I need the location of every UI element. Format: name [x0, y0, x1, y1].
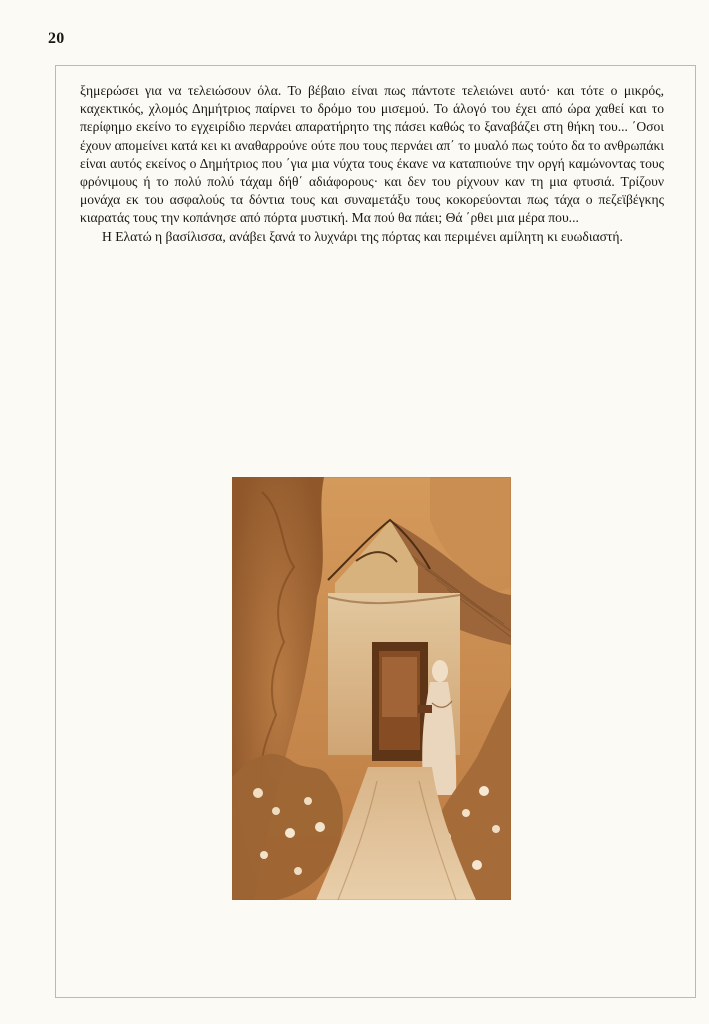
text-block: [80, 82, 664, 246]
paragraph-2: Η Ελατώ η βασίλισσα, ανάβει ξανά το λυχνάρι της πόρτας και περιμένει αμίλητη κι ευωδιαστή.: [102, 228, 623, 244]
illustration: [232, 477, 511, 900]
page-number: 20: [48, 30, 65, 47]
illustration-svg: [232, 477, 511, 900]
paragraph-1: ξημερώσει για να τελειώσουν όλα. Το βέβαιο είναι πως πάντοτε τελειώνει αυτό· και τότε ο μικρός, καχεκτικός, χλομός Δημήτριος παίρνει το δρόμο του μισεμού. Το άλογό του έχει από ώρα χαθεί και το περίφημο εκείνο το εγχειρίδιο περνάει απαρατήρητο της πάσει καθώς το ξαναβάζει στη θήκη του... ΄Οσοι έχουν απομείνει κατά κει κι αναθαρρούνε ούτε που τους περνάει απ΄ το μυαλό πως τούτο δα το ανθρωπάκι είναι αυτός εκείνος ο Δημήτριος που ΄για μια νύχτα τους έκανε να καταπιούνε την οργή καμώνοντας τους φρόνιμους ή το πολύ πολύ τάχαμ δήθ΄ αδιάφορους· και δεν του ρίχνουν καν τη μια φτυσιά. Τρίζουν μονάχα εκ του ασφαλούς τα δόντια τους και συναμετάξυ τους κοκορεύονται πως τάχα ο πεζεϊβέγκης κιαρατάς τους την κοπάνησε από πόρτα μυστική. Μα πού θα πάει; Θά ΄ρθει μια μέρα που...: [80, 83, 664, 226]
